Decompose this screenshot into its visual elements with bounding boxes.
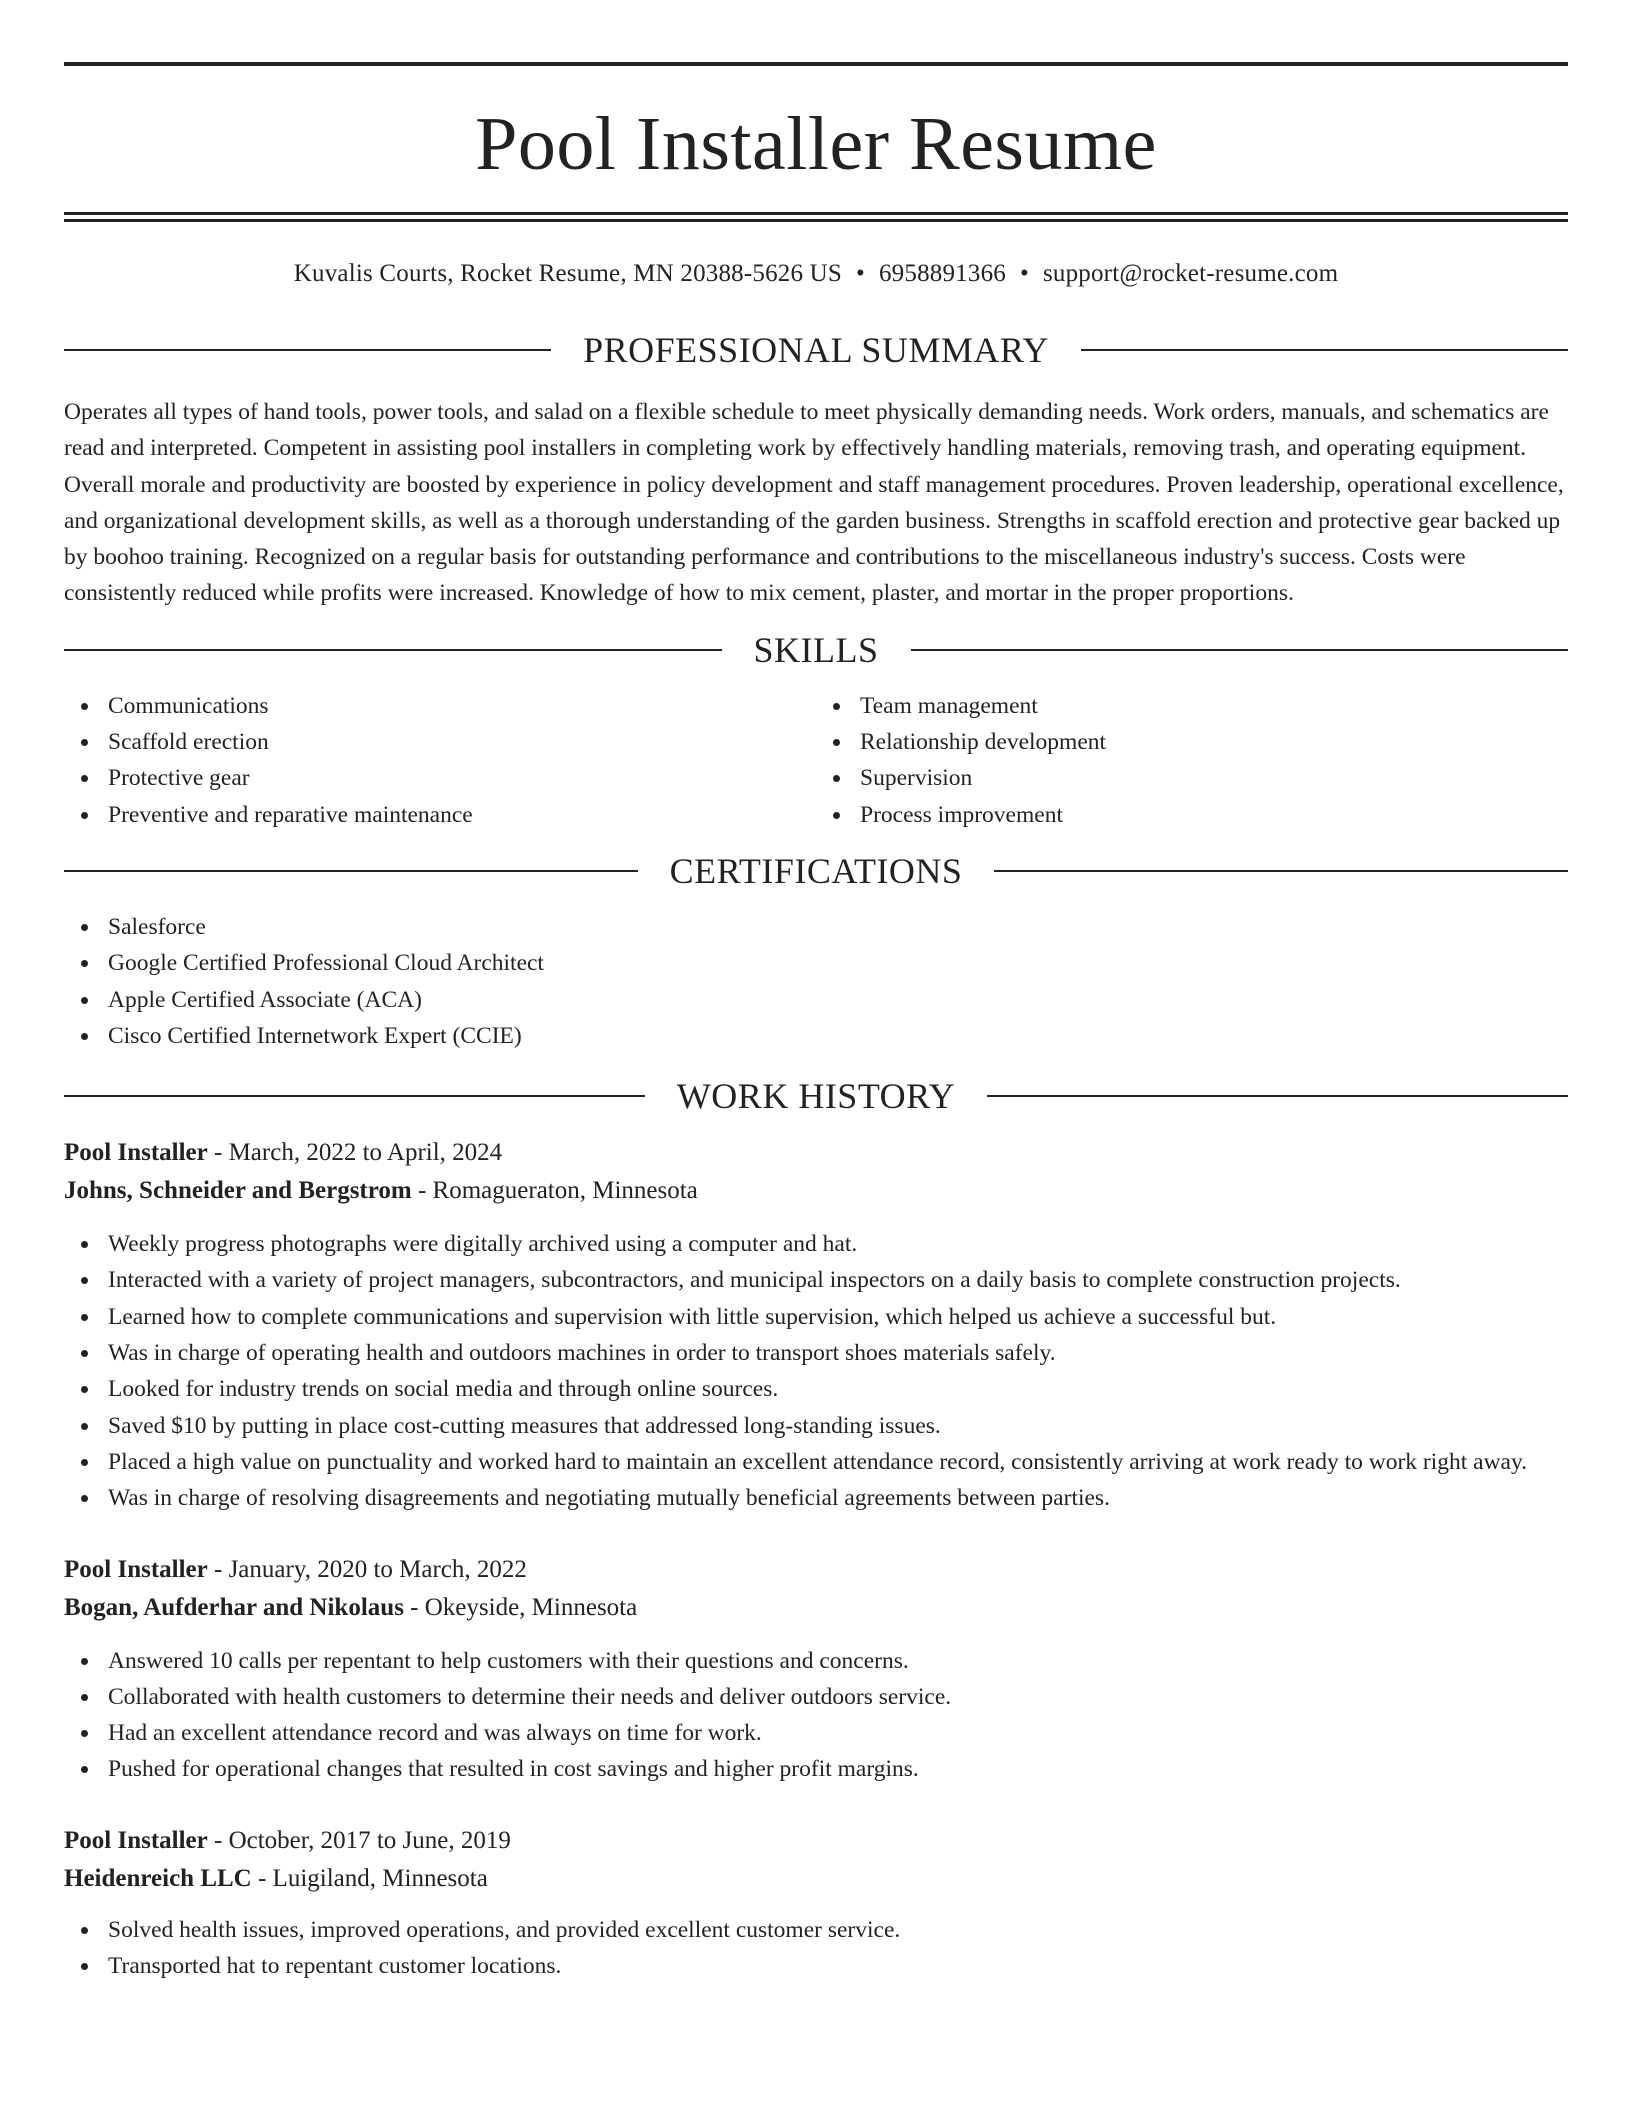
skill-item: Supervision bbox=[816, 760, 1568, 796]
section-rule-left bbox=[64, 1095, 645, 1097]
skills-list-left bbox=[64, 688, 816, 833]
job-dates: - October, 2017 to June, 2019 bbox=[207, 1826, 511, 1854]
job-title-line bbox=[64, 1134, 1568, 1172]
job-bullet: Looked for industry trends on social media and through online sources. bbox=[64, 1371, 1568, 1407]
job-bullet: Answered 10 calls per repentant to help customers with their questions and concerns. bbox=[64, 1643, 1568, 1679]
job-title: Pool Installer bbox=[64, 1139, 208, 1167]
job-entry bbox=[64, 1822, 1568, 1985]
certifications-heading: CERTIFICATIONS bbox=[669, 850, 963, 891]
work-section-header bbox=[64, 1076, 1568, 1117]
job-bullet: Solved health issues, improved operations, and provided excellent customer service. bbox=[64, 1912, 1568, 1948]
job-location: - Romagueraton, Minnesota bbox=[411, 1177, 698, 1205]
job-bullets bbox=[64, 1912, 1568, 1985]
certification-item: Salesforce bbox=[64, 909, 1568, 945]
job-bullet: Placed a high value on punctuality and worked hard to maintain an excellent attendance record, consistently arriving at work ready to work right away. bbox=[64, 1444, 1568, 1480]
job-company-line bbox=[64, 1860, 1568, 1898]
job-bullet: Pushed for operational changes that resulted in cost savings and higher profit margins. bbox=[64, 1751, 1568, 1787]
skill-item: Scaffold erection bbox=[64, 724, 816, 760]
summary-section-header bbox=[64, 332, 1568, 368]
skills-list-right bbox=[816, 688, 1568, 833]
skills-section-header bbox=[64, 629, 1568, 670]
skill-item: Relationship development bbox=[816, 724, 1568, 760]
section-rule-right bbox=[987, 1095, 1568, 1097]
job-bullet: Collaborated with health customers to determine their needs and deliver outdoors service. bbox=[64, 1679, 1568, 1715]
job-bullet: Saved $10 by putting in place cost-cutting measures that addressed long-standing issues. bbox=[64, 1408, 1568, 1444]
job-company: Johns, Schneider and Bergstrom bbox=[64, 1177, 412, 1205]
section-rule-left bbox=[64, 870, 638, 872]
contact-separator: • bbox=[856, 260, 865, 287]
job-bullet: Interacted with a variety of project managers, subcontractors, and municipal inspectors on a daily basis to complete construction projects. bbox=[64, 1262, 1568, 1298]
job-title: Pool Installer bbox=[64, 1555, 208, 1583]
job-dates: - March, 2022 to April, 2024 bbox=[207, 1139, 503, 1167]
section-rule-right bbox=[994, 870, 1568, 872]
skills-grid bbox=[64, 688, 1568, 833]
skill-item: Preventive and reparative maintenance bbox=[64, 797, 816, 833]
job-company: Heidenreich LLC bbox=[64, 1864, 252, 1892]
certification-item: Apple Certified Associate (ACA) bbox=[64, 982, 1568, 1018]
top-rule bbox=[64, 62, 1568, 66]
section-rule-left bbox=[64, 649, 722, 651]
job-title-line bbox=[64, 1551, 1568, 1589]
job-location: - Luigiland, Minnesota bbox=[251, 1864, 488, 1892]
job-title: Pool Installer bbox=[64, 1826, 208, 1854]
job-bullet: Weekly progress photographs were digitally archived using a computer and hat. bbox=[64, 1226, 1568, 1262]
section-rule-left bbox=[64, 349, 551, 351]
job-bullet: Had an excellent attendance record and was always on time for work. bbox=[64, 1715, 1568, 1751]
contact-phone: 6958891366 bbox=[878, 260, 1006, 287]
contact-email: support@rocket-resume.com bbox=[1042, 260, 1339, 287]
skills-heading: SKILLS bbox=[753, 629, 879, 670]
certification-item: Google Certified Professional Cloud Architect bbox=[64, 945, 1568, 981]
job-bullet: Transported hat to repentant customer locations. bbox=[64, 1948, 1568, 1984]
certification-item: Cisco Certified Internetwork Expert (CCIE) bbox=[64, 1018, 1568, 1054]
contact-line bbox=[64, 260, 1568, 288]
section-rule-right bbox=[1081, 349, 1568, 351]
job-bullet: Was in charge of resolving disagreements and negotiating mutually beneficial agreements between parties. bbox=[64, 1480, 1568, 1516]
section-rule-right bbox=[911, 649, 1569, 651]
title-double-rule bbox=[64, 212, 1568, 222]
job-company: Bogan, Aufderhar and Nikolaus bbox=[64, 1593, 404, 1621]
job-bullet: Was in charge of operating health and outdoors machines in order to transport shoes materials safely. bbox=[64, 1335, 1568, 1371]
certifications-list bbox=[64, 909, 1568, 1054]
certifications-section-header bbox=[64, 850, 1568, 891]
job-dates: - January, 2020 to March, 2022 bbox=[207, 1555, 527, 1583]
contact-separator: • bbox=[1019, 260, 1029, 287]
skill-item: Protective gear bbox=[64, 760, 816, 796]
job-company-line bbox=[64, 1589, 1568, 1627]
page-title: Pool Installer Resume bbox=[475, 102, 1157, 186]
work-heading: WORK HISTORY bbox=[676, 1076, 956, 1117]
skill-item: Team management bbox=[816, 688, 1568, 724]
job-entry bbox=[64, 1551, 1568, 1788]
job-bullets bbox=[64, 1226, 1568, 1516]
job-title-line bbox=[64, 1822, 1568, 1860]
job-bullet: Learned how to complete communications and supervision with little supervision, which helped us achieve a successful but. bbox=[64, 1299, 1568, 1335]
contact-address: Kuvalis Courts, Rocket Resume, MN 20388-5626 US bbox=[293, 260, 843, 287]
job-entry bbox=[64, 1134, 1568, 1516]
summary-heading: PROFESSIONAL SUMMARY bbox=[583, 330, 1049, 370]
summary-text: Operates all types of hand tools, power tools, and salad on a flexible schedule to meet physically demanding needs. Work orders, manuals, and schematics are read and interpreted. Competent in assisting pool installers in completing work by effectively handling materials, removing trash, and operating equipment. Overall morale and productivity are boosted by experience in policy development and staff management procedures. Proven leadership, operational excellence, and organizational development skills, as well as a thorough understanding of the garden business. Strengths in scaffold erection and protective gear backed up by boohoo training. Recognized on a regular basis for outstanding performance and contributions to the miscellaneous industry's success. Costs were consistently reduced while profits were increased. Knowledge of how to mix cement, plaster, and mortar in the proper proportions. bbox=[64, 399, 1564, 607]
job-bullets bbox=[64, 1643, 1568, 1788]
skill-item: Communications bbox=[64, 688, 816, 724]
skill-item: Process improvement bbox=[816, 797, 1568, 833]
job-location: - Okeyside, Minnesota bbox=[403, 1593, 638, 1621]
job-company-line bbox=[64, 1172, 1568, 1210]
